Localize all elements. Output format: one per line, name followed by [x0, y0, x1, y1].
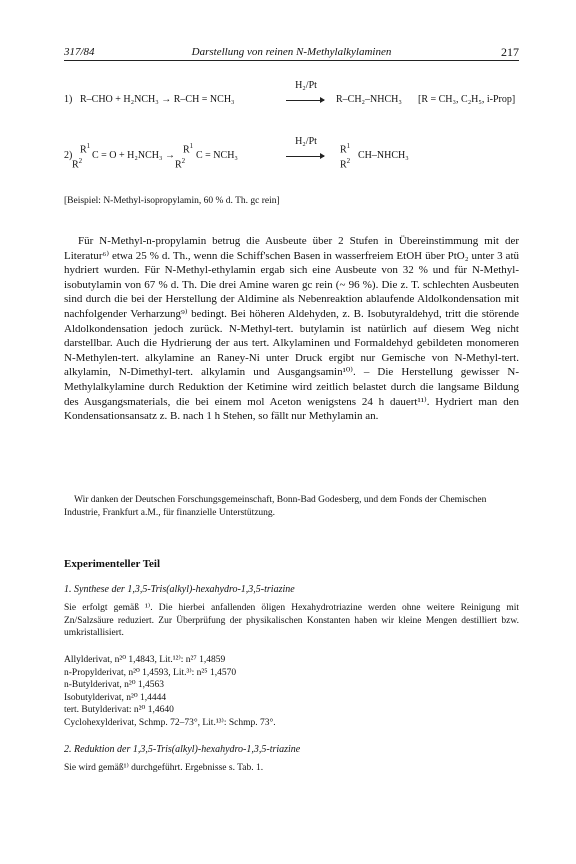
main-paragraph-text: Für N-Methyl-n-propylamin betrug die Ausbeute über 2 Stufen in Übereinstimmung mit der Literatur⁶⁾ etwa 25 % d. Th., wenn die Schiff'schen Basen in wasserfreiem EtOH über PtO₂ unter 3 atü hydriert wurden. Für N-Methyl-ethylamin ergab sich eine Ausbeute von 32 % und für N-Methyl-isobutylamin von 67 % d. Th. Die drei Amine waren gc rein (~ 96 %). Die z. T. schlechten Ausbeuten sind durch die bei der Herstellung der Aldimine als Nebenreaktion ablaufende Aldolkondensation mit nachfolgender Verharzung⁹⁾ bedingt. Bei höheren Aldehyden, z. B. Isobutyraldehyd, tritt die störende Aldolkondensation jedoch zurück. N-Methyl-tert. butylamin ist natürlich auf diesem Weg nicht darstellbar. Auch die Hydrierung der aus tert. Alkylaminen und Formaldehyd gebildeten monomeren N-Methylen-tert. alkylamine an Raney-Ni unter Druck ergibt nur Gemische von N-Methyl-tert. alkylamin, N-Dimethyl-tert. alkylamin und Ausgangsamin¹⁰⁾. – Die Herstellung gewisser N-Methylalkylamine durch Reduktion der Ketimine wird zeitlich belastet durch die langsame Bildung des Ausgangsmaterials, die bei einem mol Aceton wenigstens 24 h dauert¹¹⁾. Hydriert man den Kondensationsansatz z. B. nach 1 h Stehen, so fällt nur Methylamin an. [64, 235, 519, 423]
derivative-list [64, 654, 276, 729]
running-header [64, 46, 519, 61]
subsection-2-text: Sie wird gemäß¹⁾ durchgeführt. Ergebnisse s. Tab. 1. [64, 763, 264, 773]
list-item: Allylderivat, n²⁰ 1,4843, Lit.¹²⁾: n²⁷ 1,4859 [64, 655, 226, 665]
reaction-2-ketone: C = O + H₂NCH₃ → [92, 150, 175, 161]
list-item: tert. Butylderivat: n²⁰ 1,4640 [64, 705, 174, 715]
list-item: Isobutylderivat, n²⁰ 1,4444 [64, 692, 167, 703]
list-item: n-Propylderivat, n²⁰ 1,4593, Lit.³⁾: n²⁵ 1,4570 [64, 667, 237, 678]
reaction-1-product: R–CH₂–NHCH₃ [336, 94, 402, 105]
acknowledgement-text: Wir danken der Deutschen Forschungsgemeinschaft, Bonn-Bad Godesberg, und dem Fonds der Chemischen Industrie, Frankfurt a.M., für finanzielle Unterstützung. [64, 495, 487, 518]
main-paragraph [64, 234, 519, 424]
reaction-2-catalyst: H₂/Pt [295, 136, 317, 147]
reaction-1-number: 1) [64, 94, 73, 105]
reaction-2-arrow [286, 156, 324, 157]
reaction-2-product-r2: $R^2$ [340, 157, 351, 171]
reaction-2-ketone-r1: $R^1$ [80, 142, 91, 156]
reaction-1-reactants: R–CHO + H₂NCH₃ → R–CH = NCH₃ [80, 94, 235, 105]
reaction-2-imine-r2: $R^2$ [175, 157, 186, 171]
reaction-2-product: CH–NHCH₃ [358, 150, 409, 161]
example-note: [Beispiel: N-Methyl-isopropylamin, 60 % d. Th. gc rein] [64, 196, 280, 206]
list-item: Cyclohexylderivat, Schmp. 72–73°, Lit.¹³⁾: Schmp. 73°. [64, 717, 276, 728]
running-title: Darstellung von reinen N-Methylalkylaminen [191, 46, 392, 58]
reaction-2-product-r1: $R^1$ [340, 142, 351, 156]
list-item: n-Butylderivat, n²⁰ 1,4563 [64, 680, 165, 690]
reaction-2-imine: C = NCH₃ [196, 150, 238, 161]
reaction-1-note: [R = CH₃, C₂H₅, i-Prop] [418, 94, 516, 105]
subsection-1-title: 1. Synthese der 1,3,5-Tris(alkyl)-hexahydro-1,3,5-triazine [64, 584, 295, 595]
page-number: 217 [501, 45, 519, 59]
reaction-2-imine-r1: $R^1$ [183, 142, 194, 156]
journal-issue: 317/84 [64, 46, 95, 58]
subsection-2-title: 2. Reduktion der 1,3,5-Tris(alkyl)-hexahydro-1,3,5-triazine [64, 744, 301, 755]
reaction-2-ketone-r2: $R^2$ [72, 157, 83, 171]
reaction-2-number: 2) [64, 150, 73, 161]
section-title: Experimenteller Teil [64, 558, 161, 570]
acknowledgement [64, 494, 519, 519]
reaction-1-catalyst: H₂/Pt [295, 80, 317, 91]
reaction-1-arrow [286, 100, 324, 101]
subsection-1-text: Sie erfolgt gemäß ¹⁾. Die hierbei anfallenden öligen Hexahydrotriazine werden ohne weitere Reinigung mit Zn/Salzsäure reduziert. Zur Überprüfung der physikalischen Konstanten haben wir kleine Mengen destilliert bzw. umkristallisiert. [64, 603, 519, 638]
